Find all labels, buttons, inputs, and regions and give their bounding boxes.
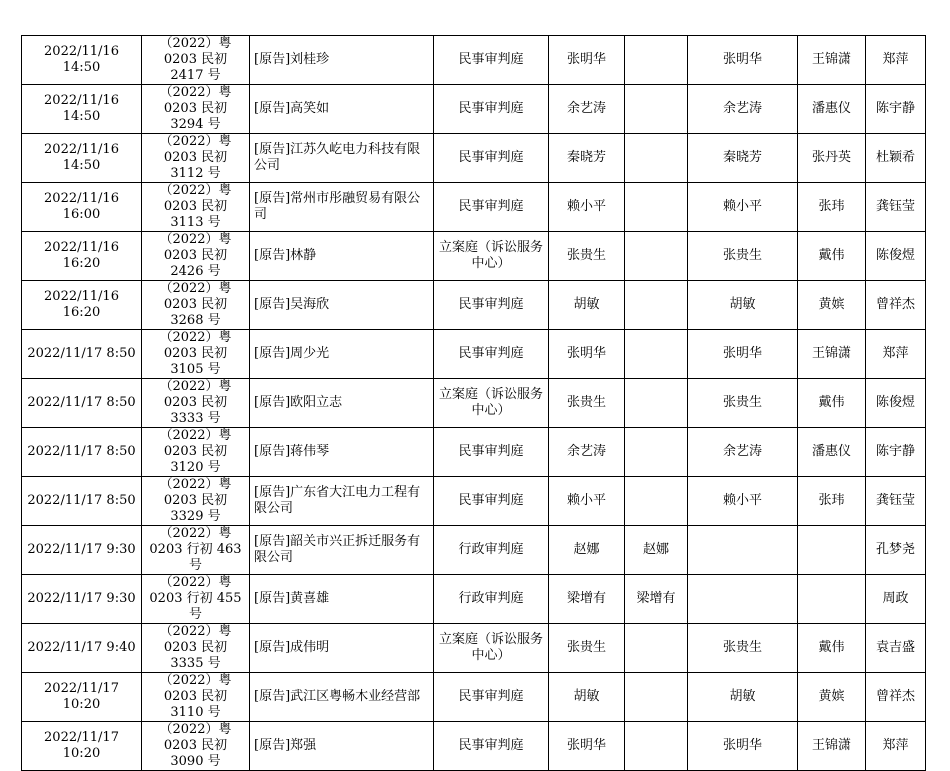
presiding-judge-cell: 余艺涛	[688, 428, 798, 477]
party-cell: [原告]林静	[250, 232, 434, 281]
clerk-cell: 龚钰莹	[866, 477, 926, 526]
clerk-cell: 陈宇静	[866, 85, 926, 134]
court-division-cell: 民事审判庭	[434, 134, 549, 183]
clerk-cell: 郑萍	[866, 36, 926, 85]
judge-secondary-cell	[625, 673, 688, 722]
presiding-judge-cell	[688, 526, 798, 575]
hearing-time-cell: 2022/11/17 10:20	[22, 722, 142, 771]
judge-secondary-cell	[625, 428, 688, 477]
panel-member-cell: 黄嫔	[798, 673, 866, 722]
clerk-cell: 曾祥杰	[866, 281, 926, 330]
case-number-cell: （2022）粤 0203 行初 463 号	[142, 526, 250, 575]
hearing-time-cell: 2022/11/17 9:30	[22, 575, 142, 624]
judge-cell: 张明华	[549, 330, 625, 379]
table-row	[22, 183, 926, 232]
presiding-judge-cell: 张明华	[688, 36, 798, 85]
table-row	[22, 477, 926, 526]
judge-secondary-cell	[625, 232, 688, 281]
party-cell: [原告]吴海欣	[250, 281, 434, 330]
presiding-judge-cell: 张贵生	[688, 624, 798, 673]
judge-cell: 张贵生	[549, 624, 625, 673]
judge-cell: 张贵生	[549, 379, 625, 428]
presiding-judge-cell: 胡敏	[688, 673, 798, 722]
party-cell: [原告]周少光	[250, 330, 434, 379]
case-number-cell: （2022）粤 0203 民初 3329 号	[142, 477, 250, 526]
panel-member-cell: 张玮	[798, 477, 866, 526]
court-division-cell: 民事审判庭	[434, 673, 549, 722]
judge-cell: 余艺涛	[549, 85, 625, 134]
party-cell: [原告]常州市彤融贸易有限公司	[250, 183, 434, 232]
panel-member-cell: 潘惠仪	[798, 428, 866, 477]
presiding-judge-cell: 张明华	[688, 330, 798, 379]
hearing-time-cell: 2022/11/17 8:50	[22, 330, 142, 379]
clerk-cell: 陈俊煜	[866, 232, 926, 281]
case-number-cell: （2022）粤 0203 民初 3294 号	[142, 85, 250, 134]
case-number-cell: （2022）粤 0203 民初 3105 号	[142, 330, 250, 379]
panel-member-cell: 潘惠仪	[798, 85, 866, 134]
clerk-cell: 陈宇静	[866, 428, 926, 477]
case-number-cell: （2022）粤 0203 民初 3112 号	[142, 134, 250, 183]
party-cell: [原告]黄喜雄	[250, 575, 434, 624]
court-division-cell: 民事审判庭	[434, 85, 549, 134]
table-row	[22, 575, 926, 624]
case-number-cell: （2022）粤 0203 民初 3110 号	[142, 673, 250, 722]
clerk-cell: 陈俊煜	[866, 379, 926, 428]
case-number-cell: （2022）粤 0203 民初 3120 号	[142, 428, 250, 477]
court-division-cell: 立案庭（诉讼服务中心）	[434, 379, 549, 428]
table-row	[22, 232, 926, 281]
presiding-judge-cell: 秦晓芳	[688, 134, 798, 183]
panel-member-cell: 戴伟	[798, 232, 866, 281]
case-number-cell: （2022）粤 0203 民初 3090 号	[142, 722, 250, 771]
hearing-time-cell: 2022/11/16 14:50	[22, 36, 142, 85]
hearing-time-cell: 2022/11/17 10:20	[22, 673, 142, 722]
clerk-cell: 孔梦尧	[866, 526, 926, 575]
judge-secondary-cell	[625, 722, 688, 771]
panel-member-cell: 王锦潇	[798, 722, 866, 771]
presiding-judge-cell: 余艺涛	[688, 85, 798, 134]
hearing-time-cell: 2022/11/16 16:20	[22, 281, 142, 330]
judge-secondary-cell	[625, 183, 688, 232]
case-number-cell: （2022）粤 0203 行初 455 号	[142, 575, 250, 624]
table-row	[22, 330, 926, 379]
presiding-judge-cell: 赖小平	[688, 477, 798, 526]
hearing-time-cell: 2022/11/17 9:30	[22, 526, 142, 575]
judge-secondary-cell	[625, 134, 688, 183]
party-cell: [原告]成伟明	[250, 624, 434, 673]
hearing-time-cell: 2022/11/16 14:50	[22, 134, 142, 183]
case-number-cell: （2022）粤 0203 民初 3335 号	[142, 624, 250, 673]
judge-secondary-cell	[625, 379, 688, 428]
clerk-cell: 郑萍	[866, 330, 926, 379]
hearing-time-cell: 2022/11/16 14:50	[22, 85, 142, 134]
panel-member-cell: 王锦潇	[798, 36, 866, 85]
case-number-cell: （2022）粤 0203 民初 3113 号	[142, 183, 250, 232]
party-cell: [原告]江苏久屹电力科技有限公司	[250, 134, 434, 183]
table-row	[22, 673, 926, 722]
table-row	[22, 722, 926, 771]
court-division-cell: 民事审判庭	[434, 722, 549, 771]
party-cell: [原告]武江区粤畅木业经营部	[250, 673, 434, 722]
panel-member-cell	[798, 575, 866, 624]
hearing-time-cell: 2022/11/16 16:00	[22, 183, 142, 232]
party-cell: [原告]高笑如	[250, 85, 434, 134]
judge-cell: 张明华	[549, 722, 625, 771]
court-division-cell: 行政审判庭	[434, 526, 549, 575]
presiding-judge-cell: 张贵生	[688, 379, 798, 428]
court-division-cell: 行政审判庭	[434, 575, 549, 624]
hearing-time-cell: 2022/11/17 8:50	[22, 379, 142, 428]
table-row	[22, 281, 926, 330]
judge-cell: 张贵生	[549, 232, 625, 281]
hearing-time-cell: 2022/11/17 8:50	[22, 477, 142, 526]
judge-cell: 余艺涛	[549, 428, 625, 477]
case-number-cell: （2022）粤 0203 民初 2417 号	[142, 36, 250, 85]
table-row	[22, 428, 926, 477]
court-division-cell: 民事审判庭	[434, 330, 549, 379]
court-division-cell: 民事审判庭	[434, 183, 549, 232]
clerk-cell: 周政	[866, 575, 926, 624]
table-row	[22, 134, 926, 183]
judge-secondary-cell	[625, 36, 688, 85]
presiding-judge-cell: 张明华	[688, 722, 798, 771]
court-division-cell: 立案庭（诉讼服务中心）	[434, 624, 549, 673]
panel-member-cell	[798, 526, 866, 575]
court-division-cell: 民事审判庭	[434, 281, 549, 330]
party-cell: [原告]欧阳立志	[250, 379, 434, 428]
party-cell: [原告]刘桂珍	[250, 36, 434, 85]
judge-cell: 张明华	[549, 36, 625, 85]
party-cell: [原告]郑强	[250, 722, 434, 771]
hearing-time-cell: 2022/11/16 16:20	[22, 232, 142, 281]
panel-member-cell: 戴伟	[798, 379, 866, 428]
judge-cell: 赖小平	[549, 183, 625, 232]
judge-secondary-cell	[625, 624, 688, 673]
judge-secondary-cell: 赵娜	[625, 526, 688, 575]
panel-member-cell: 黄嫔	[798, 281, 866, 330]
presiding-judge-cell: 张贵生	[688, 232, 798, 281]
court-division-cell: 民事审判庭	[434, 477, 549, 526]
table-row	[22, 36, 926, 85]
judge-cell: 赵娜	[549, 526, 625, 575]
panel-member-cell: 张玮	[798, 183, 866, 232]
judge-cell: 赖小平	[549, 477, 625, 526]
party-cell: [原告]蒋伟琴	[250, 428, 434, 477]
court-division-cell: 立案庭（诉讼服务中心）	[434, 232, 549, 281]
judge-secondary-cell	[625, 477, 688, 526]
schedule-rows	[22, 36, 926, 771]
panel-member-cell: 戴伟	[798, 624, 866, 673]
table-row	[22, 526, 926, 575]
presiding-judge-cell	[688, 575, 798, 624]
presiding-judge-cell: 赖小平	[688, 183, 798, 232]
court-division-cell: 民事审判庭	[434, 36, 549, 85]
judge-secondary-cell: 梁增有	[625, 575, 688, 624]
hearing-schedule-table	[21, 35, 926, 771]
presiding-judge-cell: 胡敏	[688, 281, 798, 330]
table-row	[22, 624, 926, 673]
panel-member-cell: 张丹英	[798, 134, 866, 183]
panel-member-cell: 王锦潇	[798, 330, 866, 379]
court-division-cell: 民事审判庭	[434, 428, 549, 477]
case-number-cell: （2022）粤 0203 民初 2426 号	[142, 232, 250, 281]
hearing-time-cell: 2022/11/17 9:40	[22, 624, 142, 673]
party-cell: [原告]韶关市兴正拆迁服务有限公司	[250, 526, 434, 575]
clerk-cell: 袁吉盛	[866, 624, 926, 673]
judge-secondary-cell	[625, 330, 688, 379]
judge-cell: 胡敏	[549, 673, 625, 722]
clerk-cell: 龚钰莹	[866, 183, 926, 232]
case-number-cell: （2022）粤 0203 民初 3268 号	[142, 281, 250, 330]
judge-cell: 秦晓芳	[549, 134, 625, 183]
hearing-time-cell: 2022/11/17 8:50	[22, 428, 142, 477]
judge-secondary-cell	[625, 85, 688, 134]
table-row	[22, 85, 926, 134]
clerk-cell: 杜颖希	[866, 134, 926, 183]
clerk-cell: 郑萍	[866, 722, 926, 771]
judge-cell: 梁增有	[549, 575, 625, 624]
case-number-cell: （2022）粤 0203 民初 3333 号	[142, 379, 250, 428]
clerk-cell: 曾祥杰	[866, 673, 926, 722]
party-cell: [原告]广东省大江电力工程有限公司	[250, 477, 434, 526]
judge-secondary-cell	[625, 281, 688, 330]
table-row	[22, 379, 926, 428]
judge-cell: 胡敏	[549, 281, 625, 330]
